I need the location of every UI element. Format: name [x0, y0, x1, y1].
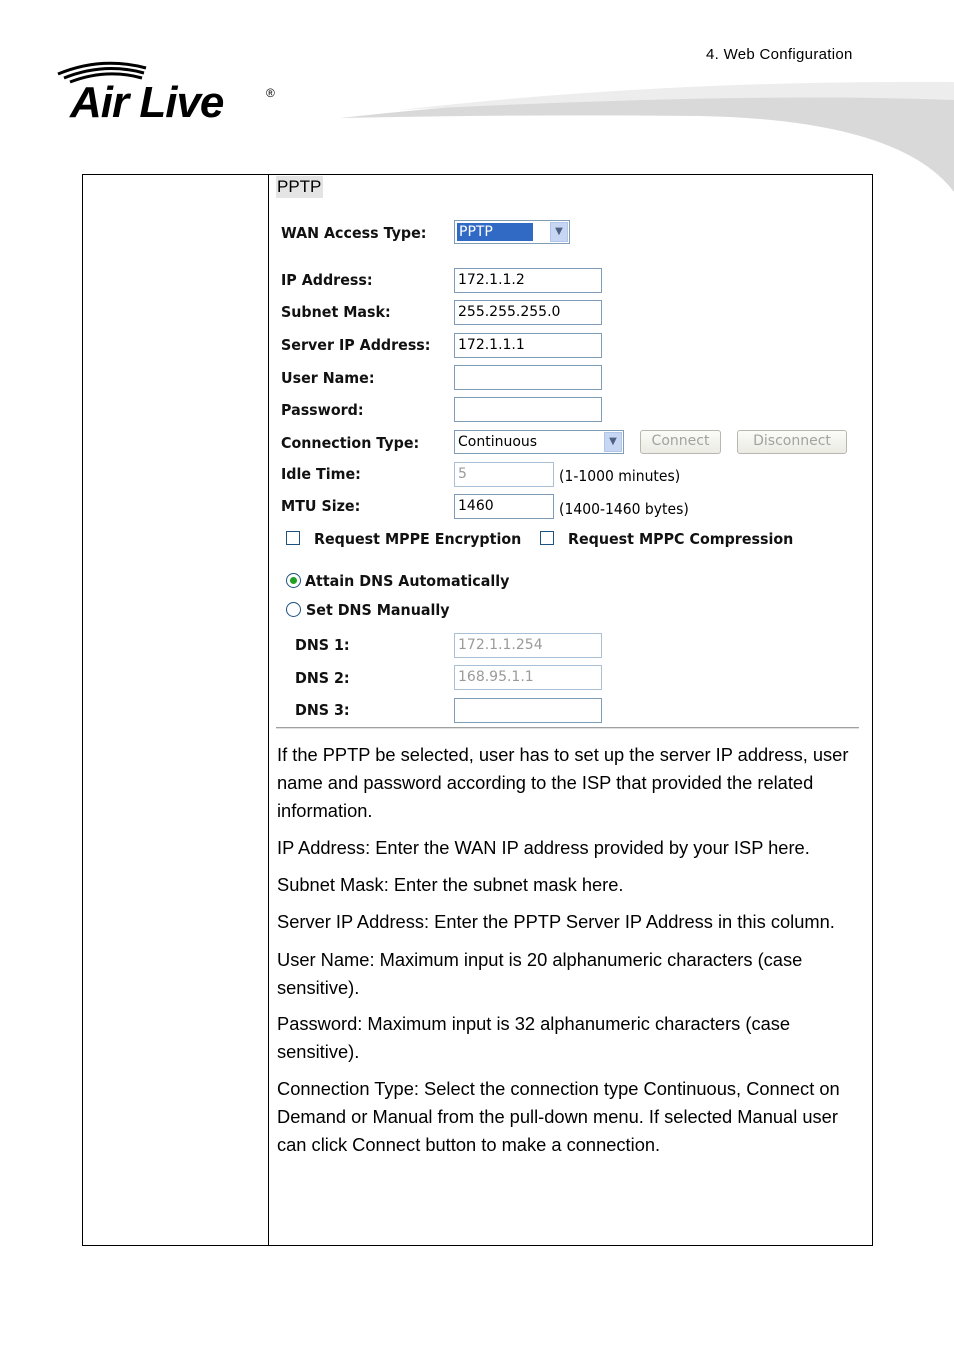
chevron-down-icon: ▼: [550, 222, 568, 242]
subnet-mask-label: Subnet Mask:: [281, 303, 391, 321]
dns2-label: DNS 2:: [295, 669, 350, 687]
idle-time-unit: (1-1000 minutes): [559, 467, 681, 485]
desc-subnet-mask: Subnet Mask: Enter the subnet mask here.: [277, 874, 624, 895]
dns3-input[interactable]: [454, 698, 602, 723]
column-divider: [268, 175, 269, 1245]
password-input[interactable]: [454, 397, 602, 422]
desc-password: Password: Maximum input is 32 alphanumeric characters (case sensitive).: [277, 1013, 791, 1062]
wan-access-type-label: WAN Access Type:: [281, 224, 427, 242]
disconnect-button[interactable]: Disconnect: [737, 430, 847, 454]
registered-mark: ®: [266, 86, 275, 100]
server-ip-label: Server IP Address:: [281, 336, 431, 354]
dns-auto-radio[interactable]: [286, 573, 301, 588]
wan-access-type-select[interactable]: [454, 220, 570, 244]
desc-connection-type: Connection Type: Select the connection type Continuous, Connect on Demand or Manual from the pull-down menu. If selected Manual user can click Connect button to make a connection.: [277, 1078, 840, 1155]
desc-server-ip: Server IP Address: Enter the PPTP Server IP Address in this column.: [277, 911, 835, 932]
section-tag: PPTP: [277, 177, 322, 196]
server-ip-input[interactable]: 172.1.1.1: [454, 333, 602, 358]
password-label: Password:: [281, 401, 364, 419]
desc-ip-address: IP Address: Enter the WAN IP address provided by your ISP here.: [277, 837, 810, 858]
mppc-label: Request MPPC Compression: [568, 530, 794, 548]
chevron-down-icon: ▼: [604, 432, 622, 452]
dns1-input[interactable]: 172.1.1.254: [454, 633, 602, 658]
dns2-input[interactable]: 168.95.1.1: [454, 665, 602, 690]
wan-access-type-value: PPTP: [457, 223, 533, 241]
ip-address-label: IP Address:: [281, 271, 373, 289]
mtu-size-unit: (1400-1460 bytes): [559, 500, 689, 518]
user-name-label: User Name:: [281, 369, 375, 387]
mppe-label: Request MPPE Encryption: [314, 530, 522, 548]
logo-wordmark: Air Live: [70, 78, 224, 127]
idle-time-label: Idle Time:: [281, 465, 361, 483]
dns-manual-radio[interactable]: [286, 602, 301, 617]
subnet-mask-input[interactable]: 255.255.255.0: [454, 300, 602, 325]
dns-auto-label: Attain DNS Automatically: [305, 572, 510, 590]
dns1-label: DNS 1:: [295, 636, 350, 654]
user-name-input[interactable]: [454, 365, 602, 390]
ip-address-input[interactable]: 172.1.1.2: [454, 268, 602, 293]
connection-type-value: Continuous: [458, 434, 538, 450]
mtu-size-label: MTU Size:: [281, 497, 361, 515]
mtu-size-input[interactable]: 1460: [454, 494, 554, 519]
airlive-logo: [56, 58, 286, 128]
form-divider: [276, 727, 859, 729]
mppe-checkbox[interactable]: [286, 531, 300, 545]
dns-manual-label: Set DNS Manually: [306, 601, 450, 619]
idle-time-input[interactable]: 5: [454, 462, 554, 487]
connect-button[interactable]: Connect: [640, 430, 721, 454]
connection-type-label: Connection Type:: [281, 434, 420, 452]
dns3-label: DNS 3:: [295, 701, 350, 719]
mppc-checkbox[interactable]: [540, 531, 554, 545]
desc-intro: If the PPTP be selected, user has to set up the server IP address, user name and password according to the ISP that provided the related information.: [277, 744, 849, 821]
chapter-heading: 4. Web Configuration: [706, 46, 853, 63]
connection-type-select[interactable]: [454, 430, 624, 454]
desc-user-name: User Name: Maximum input is 20 alphanumeric characters (case sensitive).: [277, 949, 803, 998]
